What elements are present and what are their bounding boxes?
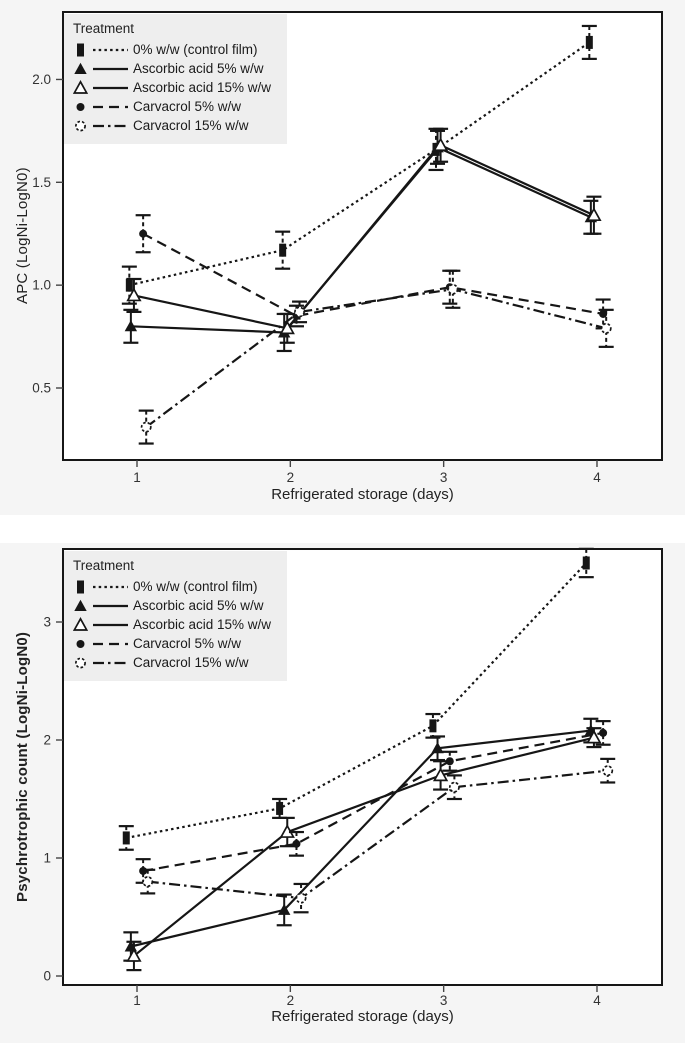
open-circle-marker [143,877,152,886]
legend-item-label: Carvacrol 15% w/w [133,655,249,670]
circle-open-icon [73,118,88,134]
filled-circle-marker [139,230,147,238]
x-tick-label: 4 [593,470,601,485]
filled-circle-marker [446,757,454,765]
x-tick-label: 2 [286,470,295,485]
square-marker [123,831,130,844]
open-circle-marker [448,285,457,294]
line-style-sample [92,637,129,651]
x-tick-label: 1 [133,470,141,485]
y-tick-label: 3 [43,614,51,630]
legend-item-label: Carvacrol 5% w/w [133,99,242,114]
x-tick-label: 2 [286,993,295,1008]
open-circle-marker [450,783,459,792]
legend-item-label: Ascorbic acid 5% w/w [133,61,264,76]
square-marker [583,557,590,570]
y-tick-label: 1 [43,850,51,866]
triangle-filled-icon [73,61,88,77]
square-icon [73,42,88,58]
open-circle-marker [296,894,305,903]
legend-item [73,596,271,615]
filled-triangle-marker [74,599,86,610]
legend-item [73,78,271,97]
legend-item [73,97,271,116]
x-tick-label: 3 [439,993,448,1008]
square-marker [77,43,84,56]
square-marker [279,244,286,257]
square-marker [429,719,436,732]
y-tick-label: 0.5 [32,380,51,396]
square-marker [586,36,593,49]
circle-filled-icon [73,99,88,115]
open-circle-marker [603,766,612,775]
apc-chart-figure [0,0,685,515]
triangle-open-icon [73,80,88,96]
legend-item-label: Carvacrol 5% w/w [133,636,242,651]
open-circle-marker [295,307,304,316]
x-tick-label: 1 [133,993,141,1008]
open-triangle-marker [74,81,86,92]
legend-item [73,634,271,653]
open-circle-marker [76,121,85,130]
legend-title: Treatment [73,21,135,36]
line-style-sample [92,43,129,57]
y-axis-label: APC (LogNi-LogN0) [14,167,31,305]
legend-item-label: 0% w/w (control film) [133,579,258,594]
legend-item [73,653,271,672]
filled-circle-marker [139,867,147,875]
square-icon [73,579,88,595]
y-tick-label: 1.5 [32,174,51,190]
line-style-sample [92,100,129,114]
y-tick-label: 1.0 [32,277,51,293]
legend-item-label: Carvacrol 15% w/w [133,118,249,133]
psychrotrophic-chart-figure [0,543,685,1043]
filled-circle-marker [599,729,607,737]
y-axis-label: Psychrotrophic count (LogNi-LogN0) [14,631,31,903]
legend-item [73,40,271,59]
legend-item-label: 0% w/w (control film) [133,42,258,57]
circle-filled-icon [73,636,88,652]
x-tick-label: 3 [439,470,448,485]
filled-circle-marker [77,103,85,111]
square-marker [276,802,283,815]
line-style-sample [92,618,129,632]
legend-items [73,40,271,135]
legend-item [73,615,271,634]
line-style-sample [92,62,129,76]
line-style-sample [92,599,129,613]
line-style-sample [92,119,129,133]
line-style-sample [92,81,129,95]
filled-circle-marker [77,640,85,648]
triangle-open-icon [73,617,88,633]
legend-item-label: Ascorbic acid 15% w/w [133,617,272,632]
treatment-legend [64,551,287,681]
line-style-sample [92,656,129,670]
open-triangle-marker [74,618,86,629]
legend-title: Treatment [73,558,135,573]
legend-items [73,577,271,672]
square-marker [77,580,84,593]
open-circle-marker [602,324,611,333]
legend-item-label: Ascorbic acid 5% w/w [133,598,264,613]
open-circle-marker [76,658,85,667]
circle-open-icon [73,655,88,671]
filled-circle-marker [292,840,300,848]
x-tick-label: 4 [593,993,601,1008]
y-tick-label: 2 [43,732,51,748]
y-tick-label: 2.0 [32,71,51,87]
triangle-filled-icon [73,598,88,614]
legend-item [73,577,271,596]
line-style-sample [92,580,129,594]
legend-item [73,116,271,135]
legend-item [73,59,271,78]
legend-item-label: Ascorbic acid 15% w/w [133,80,272,95]
open-circle-marker [142,422,151,431]
x-axis-label: Refrigerated storage (days) [271,486,454,503]
y-tick-label: 0 [43,968,51,984]
square-marker [126,279,133,292]
filled-triangle-marker [74,62,86,73]
treatment-legend [64,14,287,144]
x-axis-label: Refrigerated storage (days) [271,1008,454,1025]
